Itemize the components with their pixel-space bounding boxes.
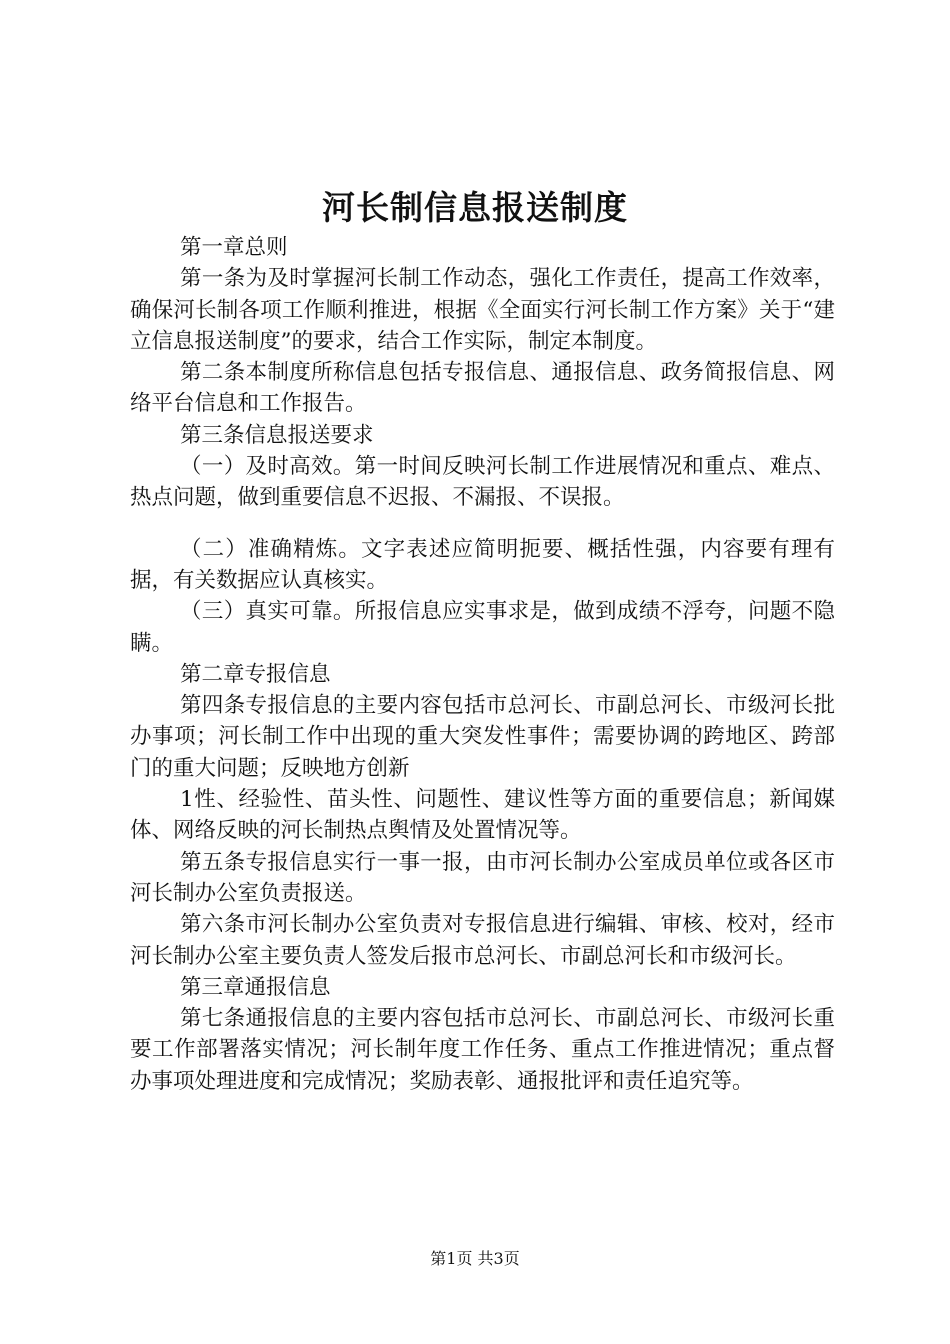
article-5: 第五条专报信息实行一事一报，由市河长制办公室成员单位或各区市河长制办公室负责报送。 [130, 849, 835, 906]
article-4: 第四条专报信息的主要内容包括市总河长、市副总河长、市级河长批办事项；河长制工作中出现的重大突发性事件；需要协调的跨地区、跨部门的重大问题；反映地方创新 [130, 693, 835, 781]
chapter-1-heading: 第一章总则 [180, 235, 288, 260]
requirement-3: （三）真实可靠。所报信息应实事求是，做到成绩不浮夸，问题不隐瞒。 [130, 599, 835, 656]
article-4-continued: 1性、经验性、苗头性、问题性、建议性等方面的重要信息；新闻媒体、网络反映的河长制热点舆情及处置情况等。 [130, 787, 835, 844]
page-number: 第1页 共3页 [430, 1249, 520, 1268]
document-body [130, 232, 835, 1097]
article-3-heading: 第三条信息报送要求 [180, 422, 374, 448]
article-2: 第二条本制度所称信息包括专报信息、通报信息、政务简报信息、网络平台信息和工作报告。 [130, 360, 835, 417]
requirement-1: （一）及时高效。第一时间反映河长制工作进展情况和重点、难点、热点问题，做到重要信息不迟报、不漏报、不误报。 [130, 454, 835, 511]
article-6: 第六条市河长制办公室负责对专报信息进行编辑、审核、校对，经市河长制办公室主要负责人签发后报市总河长、市副总河长和市级河长。 [130, 912, 835, 969]
chapter-3-heading: 第三章通报信息 [180, 974, 331, 1000]
article-7: 第七条通报信息的主要内容包括市总河长、市副总河长、市级河长重要工作部署落实情况；河长制年度工作任务、重点工作推进情况；重点督办事项处理进度和完成情况；奖励表彰、通报批评和责任追究等。 [130, 1006, 835, 1094]
chapter-2-heading: 第二章专报信息 [180, 661, 331, 687]
requirement-2: （二）准确精炼。文字表述应简明扼要、概括性强，内容要有理有据，有关数据应认真核实。 [130, 536, 835, 593]
document-title: 河长制信息报送制度 [322, 188, 628, 227]
article-1: 第一条为及时掌握河长制工作动态，强化工作责任，提高工作效率，确保河长制各项工作顺利推进，根据《全面实行河长制工作方案》关于“建立信息报送制度”的要求，结合工作实际，制定本制度。 [130, 266, 835, 354]
